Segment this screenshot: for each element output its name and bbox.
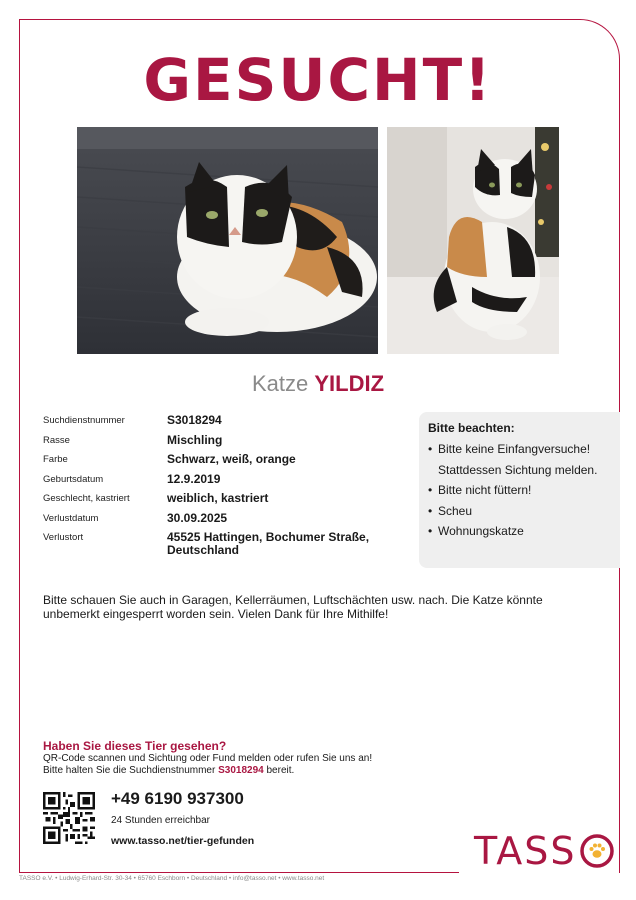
seen-title: Haben Sie dieses Tier gesehen? [43, 739, 227, 753]
paw-circle-icon [579, 833, 615, 869]
fact-label: Farbe [43, 454, 68, 465]
notice-box [419, 412, 620, 568]
notice-item: • Wohnungskatze [428, 521, 612, 542]
search-request-text: Bitte schauen Sie auch in Garagen, Kellerräumen, Luftschächten usw. nach. Die Katze könnte unbemerkt eingesperrt worden sein. Vielen Dank für Ihre Mithilfe! [43, 593, 543, 621]
cat-photo-lying [77, 127, 378, 354]
seen-number-suffix: bereit. [266, 765, 295, 776]
qr-code-icon[interactable] [43, 792, 95, 844]
seen-block [43, 739, 603, 777]
fact-row-breed [43, 432, 413, 452]
pet-species: Katze [251, 371, 309, 396]
contact-block [111, 789, 254, 847]
fact-row-search-number [43, 412, 413, 432]
fact-label: Suchdienstnummer [43, 415, 125, 426]
notice-item: • Scheu [428, 501, 612, 522]
headline: GESUCHT! [143, 46, 493, 114]
website-link[interactable]: www.tasso.net/tier-gefunden [111, 835, 255, 847]
fact-value: 12.9.2019 [167, 471, 221, 486]
poster-frame-bottom [19, 872, 459, 873]
fact-label: Verlustdatum [43, 512, 99, 524]
notice-item: • Bitte nicht füttern! [428, 480, 612, 501]
seen-number-prefix: Bitte halten Sie die Suchdienstnummer [43, 765, 216, 776]
facts-table [43, 412, 413, 557]
fact-label: Geschlecht, kastriert [43, 493, 130, 504]
fact-row-sex [43, 490, 413, 510]
availability-text: 24 Stunden erreichbar [111, 815, 210, 826]
notice-item: • Bitte keine Einfangversuche! Stattdessen Sichtung melden. [428, 439, 612, 480]
logo-text: TASS [474, 829, 577, 873]
fact-value: S3018294 [167, 413, 222, 427]
notice-list [428, 439, 612, 542]
fact-value: 45525 Hattingen, Bochumer Straße, Deutschland [167, 530, 370, 557]
cat-photo-sitting [387, 127, 559, 354]
pet-name-line [0, 371, 636, 397]
seen-number-line [43, 765, 603, 777]
fact-row-color [43, 451, 413, 471]
fact-label: Rasse [43, 434, 70, 446]
footer-address: TASSO e.V. • Ludwig-Erhard-Str. 30-34 • 65760 Eschborn • Deutschland • info@tasso.net • www.tasso.net [19, 875, 325, 882]
fact-label: Geburtsdatum [43, 473, 104, 485]
fact-row-loss-location [43, 529, 413, 557]
notice-title: Bitte beachten: [428, 421, 515, 435]
fact-value: 30.09.2025 [167, 510, 228, 525]
fact-value: Schwarz, weiß, orange [167, 452, 296, 466]
phone-number[interactable]: +49 6190 937300 [111, 789, 244, 808]
seen-instruction: QR-Code scannen und Sichtung oder Fund melden oder rufen Sie uns an! [43, 753, 373, 764]
pet-name: YILDIZ [314, 371, 385, 396]
fact-label: Verlustort [43, 532, 84, 543]
fact-row-loss-date [43, 510, 413, 530]
fact-value: weiblich, kastriert [167, 491, 269, 505]
fact-row-birthdate [43, 471, 413, 491]
seen-search-number: S3018294 [218, 765, 264, 776]
tasso-logo [474, 826, 615, 876]
fact-value: Mischling [167, 432, 223, 447]
